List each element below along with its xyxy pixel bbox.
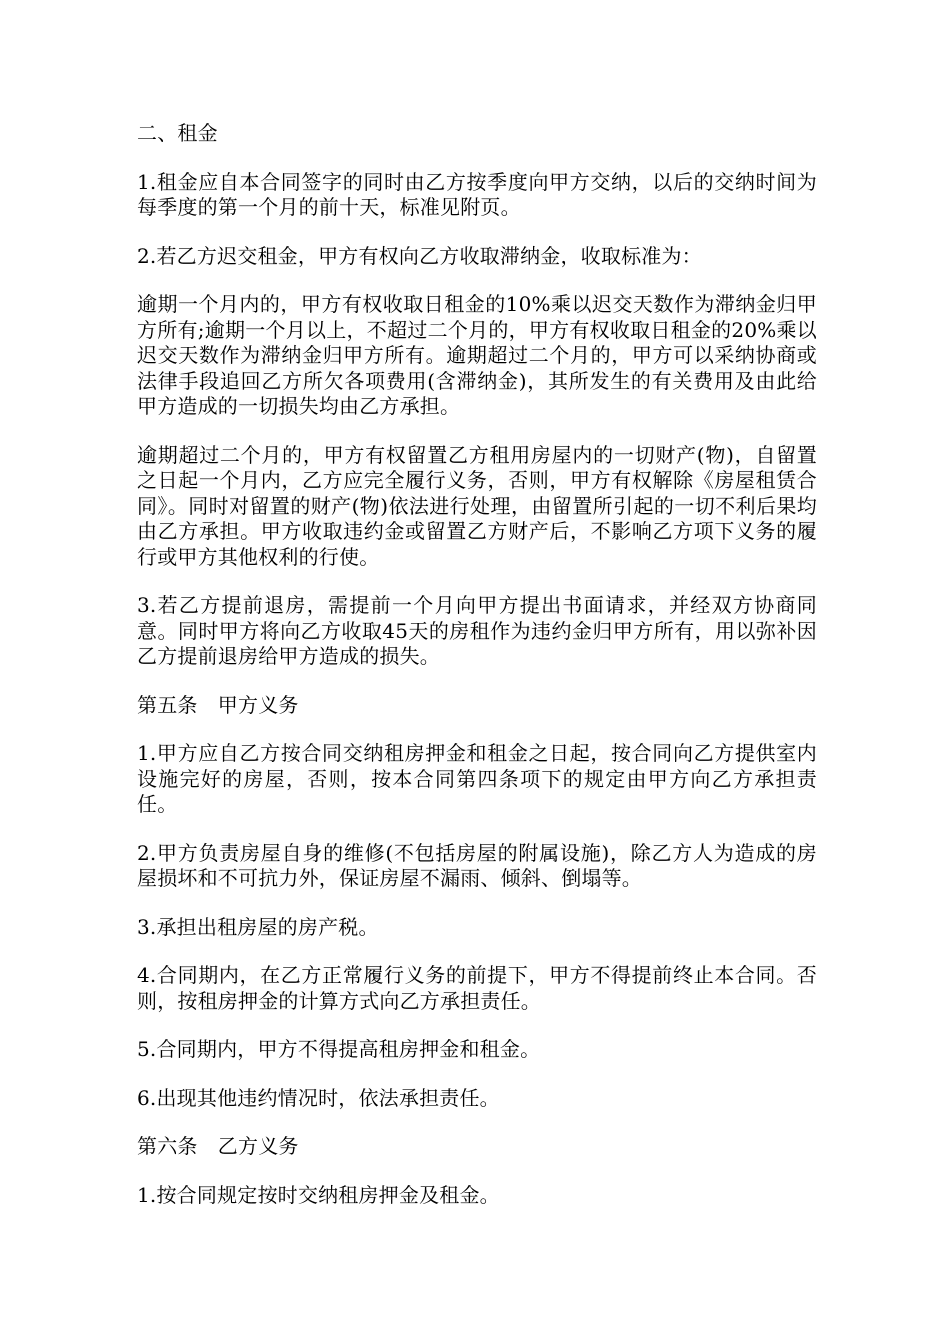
lessor-duty-6: 6.出现其他违约情况时，依法承担责任。	[137, 1085, 500, 1110]
article-6-heading: 第六条 乙方义务	[137, 1134, 299, 1158]
lessor-duty-2: 2.甲方负责房屋自身的维修(不包括房屋的附属设施)，除乙方人为造成的房屋损坏和不可抗力外，保证房屋不漏雨、倾斜、倒塌等。	[137, 840, 817, 890]
rent-clause-1: 1.租金应自本合同签字的同时由乙方按季度向甲方交纳，以后的交纳时间为每季度的第一个月的前十天，标准见附页。	[137, 169, 817, 219]
section-heading-rent: 二、租金	[137, 121, 218, 145]
lessor-duty-4: 4.合同期内，在乙方正常履行义务的前提下，甲方不得提前终止本合同。否则，按租房押金的计算方式向乙方承担责任。	[137, 963, 817, 1013]
lessor-duty-3: 3.承担出租房屋的房产税。	[137, 914, 379, 939]
article-5-heading: 第五条 甲方义务	[137, 692, 299, 717]
rent-clause-2: 2.若乙方迟交租金，甲方有权向乙方收取滞纳金，收取标准为：	[137, 243, 702, 268]
lessor-duty-5: 5.合同期内，甲方不得提高租房押金和租金。	[137, 1037, 541, 1061]
lien-paragraph: 逾期超过二个月的，甲方有权留置乙方租用房屋内的一切财产(物)，自留置之日起一个月内，乙方应完全履行义务，否则，甲方有权解除《房屋租赁合同》。同时对留置的财产(物)依法进行处理，由留置所引起的一切不利后果均由乙方承担。甲方收取违约金或留置乙方财产后，不影响乙方项下义务的履行或甲方其他权利的行使。	[137, 442, 817, 569]
lessor-duty-1: 1.甲方应自乙方按合同交纳租房押金和租金之日起，按合同向乙方提供室内设施完好的房屋，否则，按本合同第四条项下的规定由甲方向乙方承担责任。	[137, 741, 817, 816]
lessee-duty-1: 1.按合同规定按时交纳租房押金及租金。	[137, 1182, 500, 1207]
document-page	[137, 121, 817, 1231]
rent-clause-3: 3.若乙方提前退房，需提前一个月向甲方提出书面请求，并经双方协商同意。同时甲方将向乙方收取45天的房租作为违约金归甲方所有，用以弥补因乙方提前退房给甲方造成的损失。	[137, 593, 817, 668]
late-fee-paragraph: 逾期一个月内的，甲方有权收取日租金的10%乘以迟交天数作为滞纳金归甲方所有;逾期一个月以上，不超过二个月的，甲方有权收取日租金的20%乘以迟交天数作为滞纳金归甲方所有。逾期超过二个月的，甲方可以采纳协商或法律手段追回乙方所欠各项费用(含滞纳金)，其所发生的有关费用及由此给甲方造成的一切损失均由乙方承担。	[137, 292, 817, 418]
